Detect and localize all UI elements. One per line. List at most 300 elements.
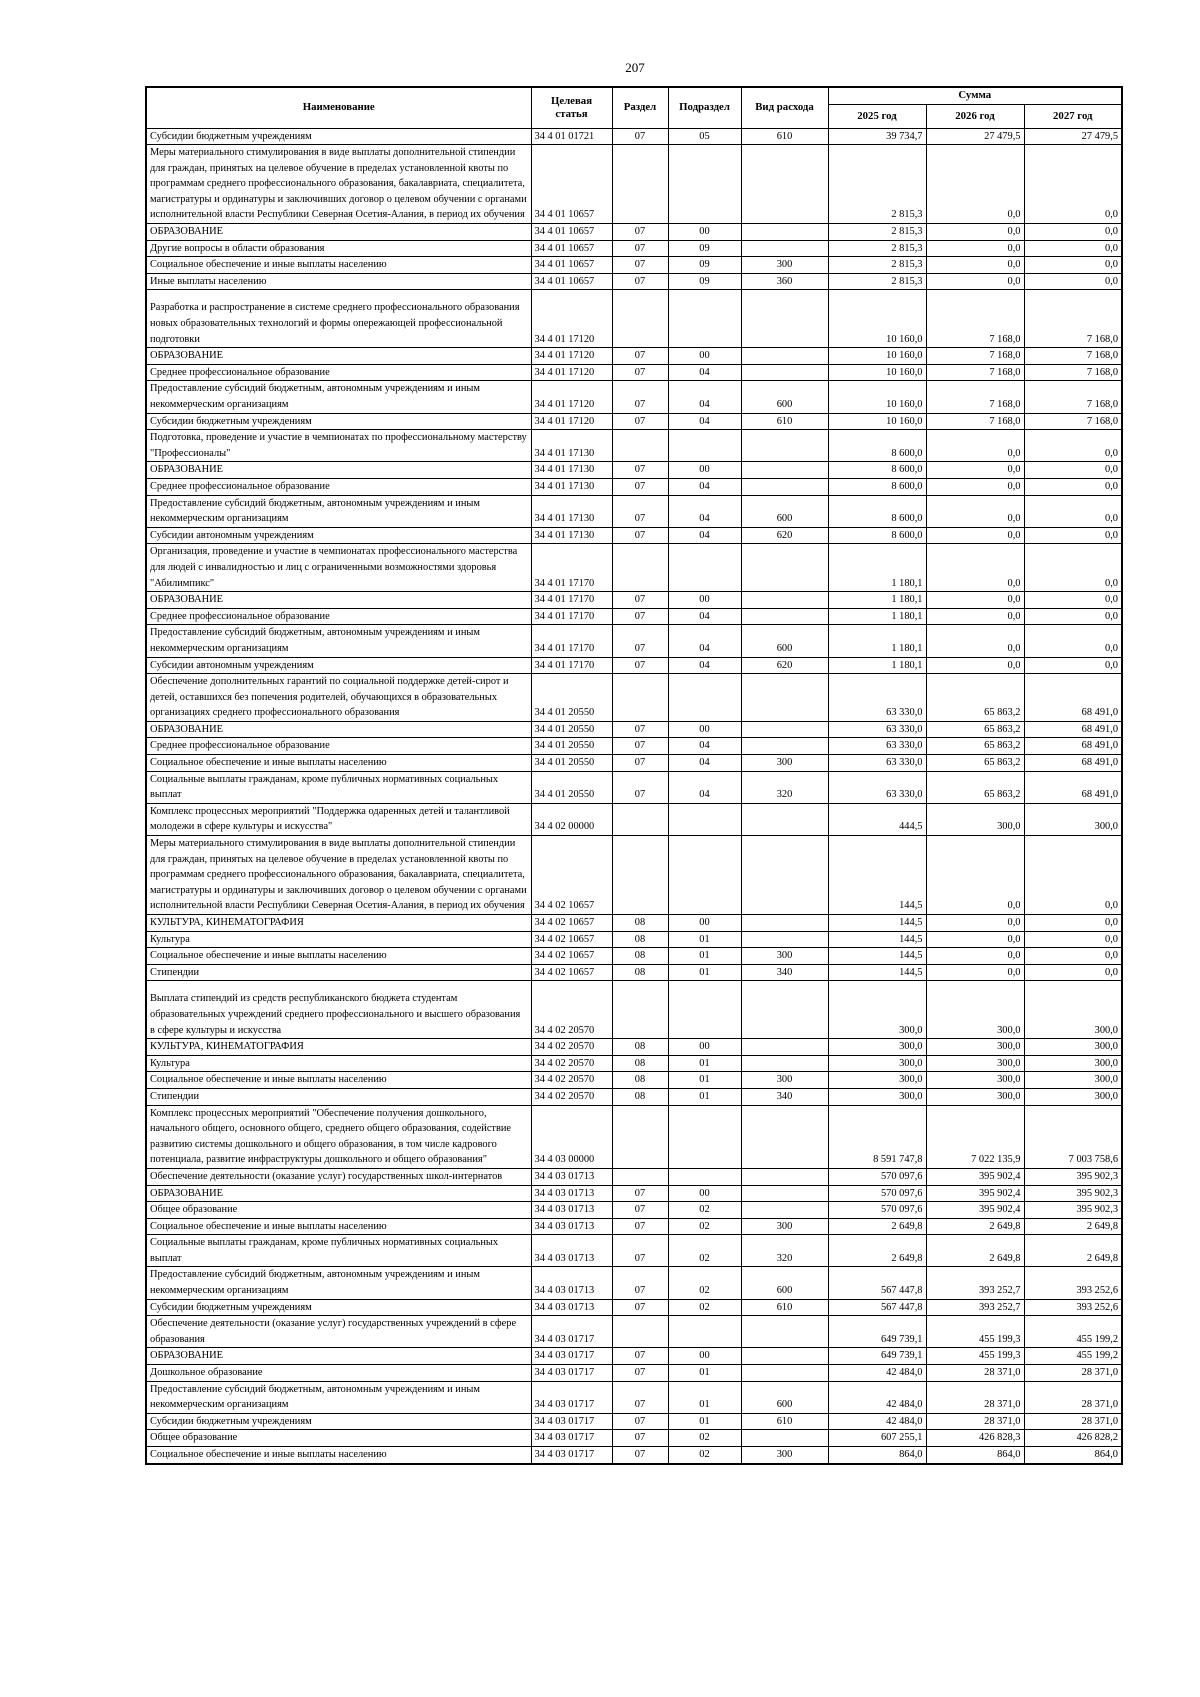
cell-sum-2025: 10 160,0: [828, 290, 926, 348]
cell-sum-2026: 28 371,0: [926, 1381, 1024, 1413]
cell-section: 07: [612, 1365, 668, 1382]
cell-sum-2027: 395 902,3: [1024, 1168, 1122, 1185]
cell-subsection: [668, 981, 741, 1039]
cell-sum-2027: 7 168,0: [1024, 381, 1122, 413]
cell-name: Среднее профессиональное образование: [146, 738, 531, 755]
table-row: [146, 240, 1122, 257]
cell-sum-2027: 393 252,6: [1024, 1299, 1122, 1316]
cell-sum-2025: 570 097,6: [828, 1168, 926, 1185]
cell-target-code: 34 4 01 10657: [531, 273, 612, 290]
cell-expense-type: 610: [741, 413, 828, 430]
cell-section: 07: [612, 1185, 668, 1202]
cell-sum-2027: 300,0: [1024, 981, 1122, 1039]
cell-sum-2025: 1 180,1: [828, 544, 926, 592]
cell-name: Другие вопросы в области образования: [146, 240, 531, 257]
cell-sum-2025: 2 815,3: [828, 240, 926, 257]
cell-name: Среднее профессиональное образование: [146, 478, 531, 495]
cell-target-code: 34 4 02 10657: [531, 836, 612, 915]
cell-target-code: 34 4 02 20570: [531, 1055, 612, 1072]
cell-section: 07: [612, 1267, 668, 1299]
cell-subsection: 04: [668, 657, 741, 674]
cell-sum-2025: 144,5: [828, 964, 926, 981]
cell-sum-2027: 7 168,0: [1024, 413, 1122, 430]
cell-sum-2026: 300,0: [926, 981, 1024, 1039]
cell-sum-2026: 0,0: [926, 592, 1024, 609]
cell-sum-2025: 607 255,1: [828, 1430, 926, 1447]
cell-name: Общее образование: [146, 1430, 531, 1447]
cell-expense-type: [741, 145, 828, 224]
cell-sum-2027: 0,0: [1024, 495, 1122, 527]
cell-sum-2025: 10 160,0: [828, 381, 926, 413]
cell-expense-type: 300: [741, 1218, 828, 1235]
cell-section: 07: [612, 462, 668, 479]
cell-sum-2027: 2 649,8: [1024, 1235, 1122, 1267]
cell-sum-2026: 65 863,2: [926, 771, 1024, 803]
cell-expense-type: [741, 915, 828, 932]
cell-expense-type: [741, 1185, 828, 1202]
cell-name: Организация, проведение и участие в чемпионатах профессионального мастерства для людей с инвалидностью и лиц с ограниченными возможностями здоровья "Абилимпикс": [146, 544, 531, 592]
cell-target-code: 34 4 01 17120: [531, 413, 612, 430]
cell-target-code: 34 4 02 10657: [531, 931, 612, 948]
table-row: [146, 128, 1122, 145]
cell-sum-2027: 0,0: [1024, 145, 1122, 224]
cell-section: 07: [612, 381, 668, 413]
cell-sum-2027: 0,0: [1024, 931, 1122, 948]
cell-section: 08: [612, 1088, 668, 1105]
cell-sum-2025: 144,5: [828, 948, 926, 965]
cell-expense-type: [741, 803, 828, 835]
table-row: [146, 1185, 1122, 1202]
cell-target-code: 34 4 01 20550: [531, 721, 612, 738]
table-row: [146, 948, 1122, 965]
cell-expense-type: 300: [741, 1072, 828, 1089]
cell-section: [612, 430, 668, 462]
cell-sum-2026: 28 371,0: [926, 1413, 1024, 1430]
cell-name: Обеспечение деятельности (оказание услуг) государственных школ-интернатов: [146, 1168, 531, 1185]
cell-expense-type: [741, 348, 828, 365]
cell-subsection: [668, 145, 741, 224]
cell-subsection: 01: [668, 1055, 741, 1072]
cell-expense-type: [741, 462, 828, 479]
cell-target-code: 34 4 01 20550: [531, 738, 612, 755]
cell-sum-2026: 300,0: [926, 1088, 1024, 1105]
cell-name: Социальное обеспечение и иные выплаты населению: [146, 1447, 531, 1464]
cell-subsection: 01: [668, 1413, 741, 1430]
table-row: [146, 1202, 1122, 1219]
cell-target-code: 34 4 03 01717: [531, 1381, 612, 1413]
cell-name: ОБРАЗОВАНИЕ: [146, 462, 531, 479]
cell-expense-type: [741, 1168, 828, 1185]
table-row: [146, 364, 1122, 381]
cell-expense-type: [741, 1430, 828, 1447]
cell-sum-2025: 144,5: [828, 836, 926, 915]
cell-sum-2025: 567 447,8: [828, 1299, 926, 1316]
cell-name: КУЛЬТУРА, КИНЕМАТОГРАФИЯ: [146, 915, 531, 932]
cell-name: Социальное обеспечение и иные выплаты населению: [146, 755, 531, 772]
cell-expense-type: [741, 1316, 828, 1348]
table-row: [146, 1381, 1122, 1413]
cell-target-code: 34 4 01 17170: [531, 625, 612, 657]
cell-sum-2026: 65 863,2: [926, 721, 1024, 738]
cell-section: [612, 803, 668, 835]
cell-name: Социальные выплаты гражданам, кроме публичных нормативных социальных выплат: [146, 771, 531, 803]
cell-section: 07: [612, 771, 668, 803]
cell-sum-2027: 7 168,0: [1024, 364, 1122, 381]
cell-sum-2027: 0,0: [1024, 592, 1122, 609]
cell-subsection: 01: [668, 1072, 741, 1089]
cell-name: Социальное обеспечение и иные выплаты населению: [146, 948, 531, 965]
cell-target-code: 34 4 01 17130: [531, 495, 612, 527]
cell-sum-2025: 8 600,0: [828, 430, 926, 462]
table-row: [146, 527, 1122, 544]
cell-name: ОБРАЗОВАНИЕ: [146, 1348, 531, 1365]
cell-target-code: 34 4 03 01717: [531, 1430, 612, 1447]
cell-target-code: 34 4 01 17130: [531, 430, 612, 462]
cell-sum-2027: 455 199,2: [1024, 1316, 1122, 1348]
cell-section: 07: [612, 1430, 668, 1447]
cell-section: 07: [612, 413, 668, 430]
cell-section: 07: [612, 240, 668, 257]
cell-expense-type: 600: [741, 1267, 828, 1299]
cell-sum-2026: 0,0: [926, 495, 1024, 527]
cell-section: [612, 674, 668, 722]
cell-sum-2027: 395 902,3: [1024, 1185, 1122, 1202]
cell-subsection: 02: [668, 1299, 741, 1316]
cell-sum-2027: 300,0: [1024, 1055, 1122, 1072]
cell-expense-type: 340: [741, 1088, 828, 1105]
table-row: [146, 1316, 1122, 1348]
cell-sum-2026: 393 252,7: [926, 1299, 1024, 1316]
cell-expense-type: 600: [741, 381, 828, 413]
table-row: [146, 1088, 1122, 1105]
cell-name: КУЛЬТУРА, КИНЕМАТОГРАФИЯ: [146, 1039, 531, 1056]
cell-expense-type: 610: [741, 1299, 828, 1316]
cell-subsection: 01: [668, 1088, 741, 1105]
cell-expense-type: 300: [741, 1447, 828, 1464]
cell-sum-2026: 7 022 135,9: [926, 1105, 1024, 1168]
col-header-name: Наименование: [146, 87, 531, 128]
cell-sum-2025: 10 160,0: [828, 348, 926, 365]
cell-sum-2026: 28 371,0: [926, 1365, 1024, 1382]
cell-sum-2027: 393 252,6: [1024, 1267, 1122, 1299]
cell-section: 07: [612, 1413, 668, 1430]
cell-sum-2026: 2 649,8: [926, 1235, 1024, 1267]
cell-expense-type: 300: [741, 257, 828, 274]
cell-expense-type: 600: [741, 625, 828, 657]
cell-subsection: [668, 544, 741, 592]
cell-name: Предоставление субсидий бюджетным, автономным учреждениям и иным некоммерческим организациям: [146, 381, 531, 413]
cell-section: 07: [612, 495, 668, 527]
cell-expense-type: [741, 1348, 828, 1365]
cell-name: ОБРАЗОВАНИЕ: [146, 592, 531, 609]
table-row: [146, 608, 1122, 625]
cell-subsection: 09: [668, 257, 741, 274]
cell-sum-2025: 10 160,0: [828, 413, 926, 430]
cell-target-code: 34 4 01 01721: [531, 128, 612, 145]
cell-sum-2027: 864,0: [1024, 1447, 1122, 1464]
cell-name: [146, 290, 531, 348]
cell-sum-2025: 2 815,3: [828, 145, 926, 224]
cell-sum-2025: 8 591 747,8: [828, 1105, 926, 1168]
cell-section: 08: [612, 948, 668, 965]
cell-sum-2027: 2 649,8: [1024, 1218, 1122, 1235]
cell-subsection: 00: [668, 1348, 741, 1365]
cell-sum-2025: 144,5: [828, 931, 926, 948]
cell-section: 07: [612, 1218, 668, 1235]
cell-expense-type: [741, 1055, 828, 1072]
cell-expense-type: [741, 1202, 828, 1219]
cell-name: ОБРАЗОВАНИЕ: [146, 348, 531, 365]
col-header-section: Раздел: [612, 87, 668, 128]
cell-sum-2025: 2 815,3: [828, 273, 926, 290]
cell-name: Стипендии: [146, 1088, 531, 1105]
cell-subsection: 00: [668, 348, 741, 365]
cell-section: [612, 1105, 668, 1168]
cell-section: 07: [612, 1381, 668, 1413]
cell-expense-type: [741, 721, 828, 738]
cell-name: Субсидии бюджетным учреждениям: [146, 128, 531, 145]
cell-expense-type: [741, 478, 828, 495]
table-row: [146, 1299, 1122, 1316]
cell-sum-2025: 1 180,1: [828, 608, 926, 625]
table-row: [146, 981, 1122, 1039]
cell-sum-2026: 0,0: [926, 964, 1024, 981]
cell-expense-type: 600: [741, 1381, 828, 1413]
cell-subsection: [668, 1105, 741, 1168]
table-row: [146, 1235, 1122, 1267]
cell-expense-type: 360: [741, 273, 828, 290]
cell-expense-type: 620: [741, 527, 828, 544]
cell-sum-2025: 1 180,1: [828, 657, 926, 674]
cell-target-code: 34 4 03 00000: [531, 1105, 612, 1168]
table-row: [146, 273, 1122, 290]
budget-table: [145, 86, 1123, 1465]
cell-subsection: 01: [668, 1365, 741, 1382]
cell-name: Общее образование: [146, 1202, 531, 1219]
cell-name: Среднее профессиональное образование: [146, 364, 531, 381]
cell-target-code: 34 4 03 01713: [531, 1299, 612, 1316]
cell-expense-type: [741, 836, 828, 915]
cell-section: 07: [612, 257, 668, 274]
cell-section: [612, 1316, 668, 1348]
cell-target-code: 34 4 01 17120: [531, 290, 612, 348]
col-header-target: Целевая статья: [531, 87, 612, 128]
cell-subsection: 09: [668, 273, 741, 290]
col-header-expense-type: Вид расхода: [741, 87, 828, 128]
cell-name: Меры материального стимулирования в виде выплаты дополнительной стипендии для граждан, принятых на целевое обучение в пределах установленной квоты по программам среднего профессионального образования, бакалавриата, специалитета, магистратуры и ординатуры и заключивших договор о целевом обучении с органами исполнительной власти Республики Северная Осетия-Алания, в период их обучения: [146, 836, 531, 915]
cell-section: 07: [612, 1235, 668, 1267]
cell-section: 08: [612, 1072, 668, 1089]
cell-sum-2025: 63 330,0: [828, 771, 926, 803]
cell-name: Меры материального стимулирования в виде выплаты дополнительной стипендии для граждан, принятых на целевое обучение в пределах установленной квоты по программам среднего профессионального образования, бакалавриата, специалитета, магистратуры и ординатуры и заключивших договор о целевом обучении с органами исполнительной власти Республики Северная Осетия-Алания, в период их обучения: [146, 145, 531, 224]
cell-target-code: 34 4 01 17130: [531, 478, 612, 495]
cell-name: Субсидии бюджетным учреждениям: [146, 1413, 531, 1430]
cell-target-code: 34 4 03 01713: [531, 1218, 612, 1235]
cell-subsection: [668, 1168, 741, 1185]
cell-sum-2025: 144,5: [828, 915, 926, 932]
cell-expense-type: [741, 1039, 828, 1056]
table-row: [146, 1105, 1122, 1168]
cell-sum-2027: 0,0: [1024, 462, 1122, 479]
cell-target-code: 34 4 03 01713: [531, 1168, 612, 1185]
cell-expense-type: [741, 1365, 828, 1382]
table-row: [146, 430, 1122, 462]
cell-name: Обеспечение дополнительных гарантий по социальной поддержке детей-сирот и детей, оставшихся без попечения родителей, обучающихся в образовательных организациях среднего профессионального образования: [146, 674, 531, 722]
table-row: [146, 145, 1122, 224]
cell-sum-2026: 0,0: [926, 430, 1024, 462]
cell-name: Социальные выплаты гражданам, кроме публичных нормативных социальных выплат: [146, 1235, 531, 1267]
cell-name: Дошкольное образование: [146, 1365, 531, 1382]
cell-sum-2025: 567 447,8: [828, 1267, 926, 1299]
cell-target-code: 34 4 03 01713: [531, 1202, 612, 1219]
table-row: [146, 1039, 1122, 1056]
cell-subsection: 05: [668, 128, 741, 145]
cell-name: Предоставление субсидий бюджетным, автономным учреждениям и иным некоммерческим организациям: [146, 1381, 531, 1413]
cell-sum-2027: 68 491,0: [1024, 755, 1122, 772]
cell-sum-2027: 7 168,0: [1024, 290, 1122, 348]
cell-subsection: [668, 290, 741, 348]
table-row: [146, 495, 1122, 527]
cell-expense-type: [741, 981, 828, 1039]
cell-target-code: 34 4 03 01717: [531, 1316, 612, 1348]
cell-expense-type: 600: [741, 495, 828, 527]
cell-sum-2027: 0,0: [1024, 430, 1122, 462]
spacer: [150, 981, 528, 991]
cell-sum-2026: 7 168,0: [926, 413, 1024, 430]
table-row: [146, 1447, 1122, 1464]
cell-sum-2027: 300,0: [1024, 1039, 1122, 1056]
cell-sum-2027: 300,0: [1024, 803, 1122, 835]
cell-expense-type: [741, 1105, 828, 1168]
cell-name: Предоставление субсидий бюджетным, автономным учреждениям и иным некоммерческим организациям: [146, 1267, 531, 1299]
table-row: [146, 592, 1122, 609]
table-row: [146, 290, 1122, 348]
cell-sum-2027: 27 479,5: [1024, 128, 1122, 145]
cell-subsection: 00: [668, 915, 741, 932]
cell-section: 07: [612, 1202, 668, 1219]
cell-name: Субсидии автономным учреждениям: [146, 657, 531, 674]
cell-expense-type: 300: [741, 755, 828, 772]
cell-sum-2027: 28 371,0: [1024, 1413, 1122, 1430]
table-row: [146, 544, 1122, 592]
cell-section: 08: [612, 964, 668, 981]
cell-target-code: 34 4 01 17170: [531, 608, 612, 625]
cell-section: 07: [612, 527, 668, 544]
cell-sum-2027: 0,0: [1024, 478, 1122, 495]
cell-sum-2025: 63 330,0: [828, 674, 926, 722]
cell-subsection: 04: [668, 755, 741, 772]
cell-subsection: 04: [668, 364, 741, 381]
table-row: [146, 836, 1122, 915]
cell-section: [612, 981, 668, 1039]
cell-expense-type: [741, 430, 828, 462]
cell-name: Субсидии бюджетным учреждениям: [146, 1299, 531, 1316]
cell-target-code: 34 4 01 10657: [531, 257, 612, 274]
cell-sum-2026: 864,0: [926, 1447, 1024, 1464]
col-header-subsection: Подраздел: [668, 87, 741, 128]
cell-sum-2026: 300,0: [926, 1055, 1024, 1072]
cell-subsection: [668, 803, 741, 835]
table-header: [146, 87, 1122, 128]
cell-expense-type: [741, 290, 828, 348]
cell-sum-2025: 10 160,0: [828, 364, 926, 381]
cell-sum-2025: 2 815,3: [828, 257, 926, 274]
cell-sum-2026: 0,0: [926, 145, 1024, 224]
cell-target-code: 34 4 01 20550: [531, 674, 612, 722]
cell-expense-type: 320: [741, 1235, 828, 1267]
cell-name: Подготовка, проведение и участие в чемпионатах по профессиональному мастерству "Профессионалы": [146, 430, 531, 462]
cell-subsection: 04: [668, 738, 741, 755]
cell-sum-2027: 426 828,2: [1024, 1430, 1122, 1447]
cell-sum-2026: 300,0: [926, 1039, 1024, 1056]
cell-sum-2026: 0,0: [926, 240, 1024, 257]
cell-sum-2025: 2 649,8: [828, 1218, 926, 1235]
cell-sum-2025: 1 180,1: [828, 625, 926, 657]
cell-expense-type: 610: [741, 128, 828, 145]
cell-name: Культура: [146, 931, 531, 948]
cell-section: 07: [612, 625, 668, 657]
table-row: [146, 915, 1122, 932]
cell-name: Среднее профессиональное образование: [146, 608, 531, 625]
cell-target-code: 34 4 03 01717: [531, 1348, 612, 1365]
table-row: [146, 1168, 1122, 1185]
cell-sum-2026: 0,0: [926, 544, 1024, 592]
cell-sum-2025: 570 097,6: [828, 1185, 926, 1202]
cell-subsection: 00: [668, 462, 741, 479]
cell-section: [612, 836, 668, 915]
cell-subsection: 04: [668, 771, 741, 803]
cell-section: 08: [612, 1055, 668, 1072]
cell-subsection: 04: [668, 413, 741, 430]
cell-sum-2026: 0,0: [926, 948, 1024, 965]
cell-sum-2027: 300,0: [1024, 1088, 1122, 1105]
cell-target-code: 34 4 02 10657: [531, 964, 612, 981]
spacer: [150, 290, 528, 300]
cell-sum-2027: 0,0: [1024, 544, 1122, 592]
cell-section: [612, 1168, 668, 1185]
cell-name: Предоставление субсидий бюджетным, автономным учреждениям и иным некоммерческим организациям: [146, 495, 531, 527]
cell-subsection: 04: [668, 478, 741, 495]
cell-target-code: 34 4 01 17170: [531, 657, 612, 674]
cell-section: [612, 544, 668, 592]
cell-subsection: [668, 674, 741, 722]
cell-subsection: [668, 1316, 741, 1348]
cell-name: Стипендии: [146, 964, 531, 981]
cell-sum-2027: 0,0: [1024, 964, 1122, 981]
cell-subsection: 02: [668, 1430, 741, 1447]
cell-target-code: 34 4 03 01713: [531, 1267, 612, 1299]
cell-sum-2027: 0,0: [1024, 657, 1122, 674]
cell-sum-2026: 27 479,5: [926, 128, 1024, 145]
cell-name-text: Разработка и распространение в системе среднего профессионального образования новых образовательных технологий и формы опережающей профессиональной подготовки: [150, 302, 520, 345]
cell-target-code: 34 4 03 01717: [531, 1447, 612, 1464]
cell-target-code: 34 4 01 10657: [531, 145, 612, 224]
cell-name: [146, 981, 531, 1039]
cell-sum-2027: 68 491,0: [1024, 721, 1122, 738]
table-row: [146, 257, 1122, 274]
cell-target-code: 34 4 01 17130: [531, 527, 612, 544]
cell-sum-2026: 7 168,0: [926, 348, 1024, 365]
cell-sum-2027: 0,0: [1024, 625, 1122, 657]
cell-section: 07: [612, 1447, 668, 1464]
table-row: [146, 348, 1122, 365]
cell-sum-2026: 395 902,4: [926, 1168, 1024, 1185]
cell-sum-2025: 300,0: [828, 1088, 926, 1105]
cell-sum-2025: 42 484,0: [828, 1365, 926, 1382]
cell-sum-2026: 393 252,7: [926, 1267, 1024, 1299]
cell-section: 07: [612, 478, 668, 495]
cell-name: ОБРАЗОВАНИЕ: [146, 224, 531, 241]
